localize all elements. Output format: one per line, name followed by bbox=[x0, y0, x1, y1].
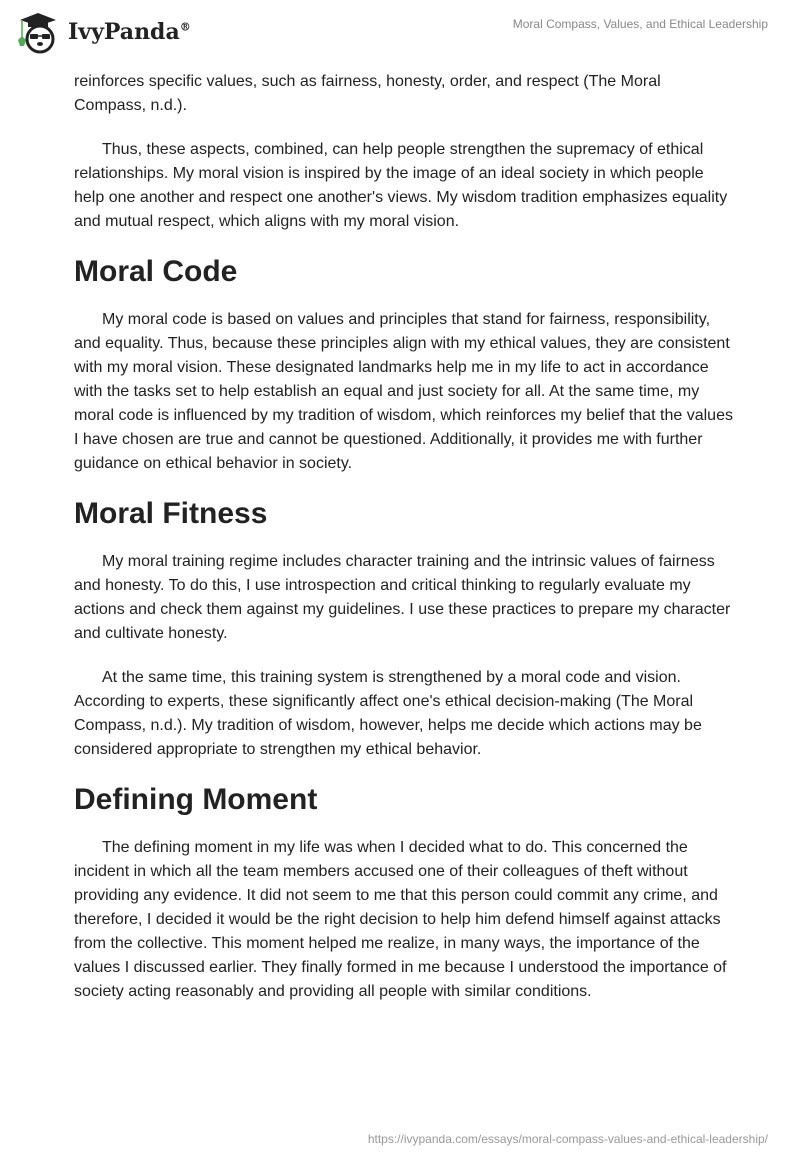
paragraph: reinforces specific values, such as fairness, honesty, order, and respect (The Moral Compass, n.d.). bbox=[74, 73, 661, 114]
essay-content bbox=[74, 70, 734, 1024]
heading-moral-code: Moral Code bbox=[74, 255, 238, 288]
paragraph: My moral code is based on values and principles that stand for fairness, responsibility, and equality. Thus, because these principles align with my ethical values, they are consistent with my moral vision. These designated landmarks help me in my life to act in accordance with the tasks set to help establish an equal and just society for all. At the same time, my moral code is influenced by my tradition of wisdom, which reinforces my belief that the values I have chosen are true and cannot be questioned. Additionally, it provides me with further guidance on ethical behavior in society. bbox=[74, 311, 733, 472]
paragraph: My moral training regime includes character training and the intrinsic values of fairness and honesty. To do this, I use introspection and critical thinking to regularly evaluate my actions and check them against my guidelines. I use these practices to prepare my character and cultivate honesty. bbox=[74, 553, 731, 642]
paragraph: At the same time, this training system is strengthened by a moral code and vision. According to experts, these significantly affect one's ethical decision-making (The Moral Compass, n.d.). My tradition of wisdom, however, helps me decide which actions may be considered appropriate to strengthen my ethical behavior. bbox=[74, 669, 702, 758]
document-title: Moral Compass, Values, and Ethical Leadership bbox=[512, 17, 768, 31]
header bbox=[0, 0, 800, 60]
registered-mark: ® bbox=[179, 20, 191, 34]
paragraph: Thus, these aspects, combined, can help people strengthen the supremacy of ethical relationships. My moral vision is inspired by the image of an ideal society in which people help one another and respect one another's views. My wisdom tradition emphasizes equality and mutual respect, which aligns with my moral vision. bbox=[74, 141, 728, 230]
heading-defining-moment: Defining Moment bbox=[74, 783, 318, 816]
paragraph: The defining moment in my life was when I decided what to do. This concerned the incident in which all the team members accused one of their colleagues of theft without providing any evidence. It did not seem to me that this person could commit any crime, and therefore, I decided it would be the right decision to help him defend himself against attacks from the collective. This moment helped me realize, in many ways, the importance of the values I discussed earlier. They finally formed in me because I understood the importance of society acting reasonably and providing all people with similar conditions. bbox=[74, 839, 727, 1000]
ivypanda-logo[interactable] bbox=[16, 10, 191, 54]
panda-graduate-icon bbox=[16, 10, 60, 54]
logo-text: IvyPanda bbox=[68, 19, 180, 45]
source-url[interactable]: https://ivypanda.com/essays/moral-compass-values-and-ethical-leadership/ bbox=[367, 1132, 768, 1146]
heading-moral-fitness: Moral Fitness bbox=[74, 497, 268, 530]
